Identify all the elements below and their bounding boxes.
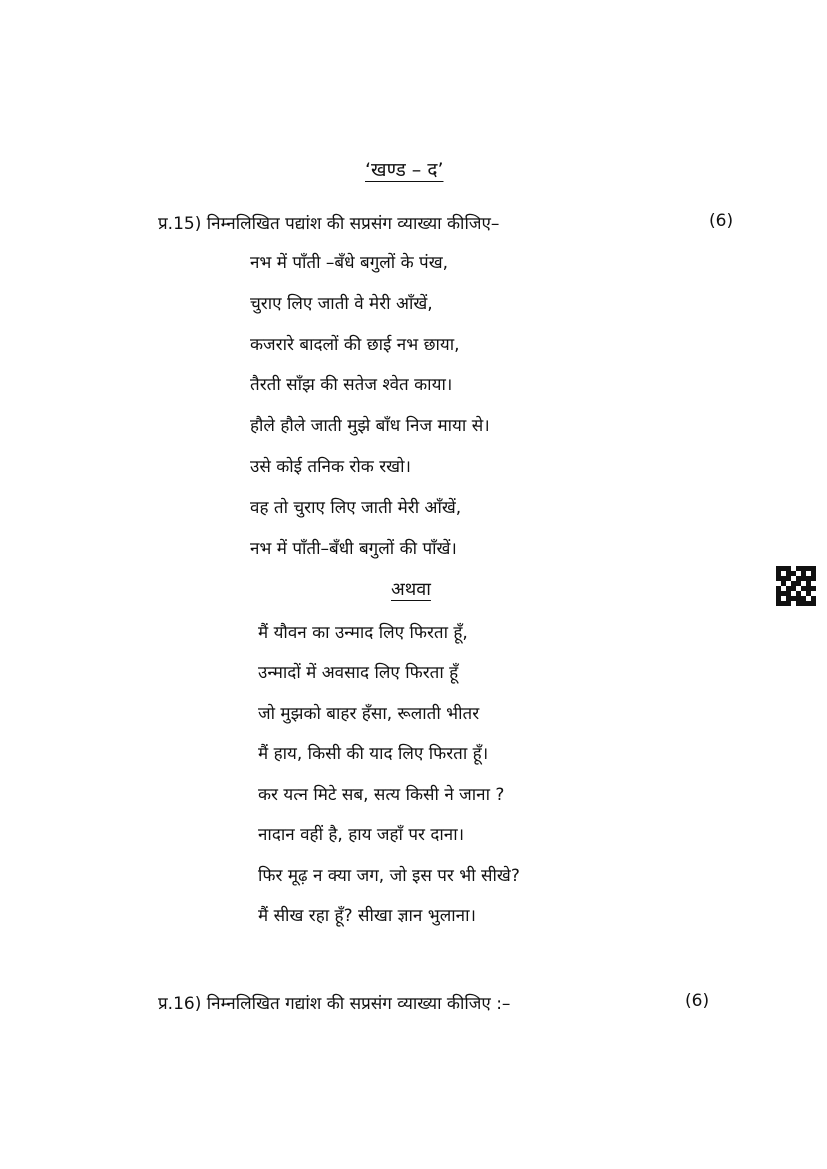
poem-line: मैं हाय, किसी की याद लिए फिरता हूँ। <box>258 744 489 764</box>
poem-line: मैं सीख रहा हूँ? सीखा ज्ञान भुलाना। <box>258 906 476 926</box>
poem-line: वह तो चुराए लिए जाती मेरी आँखें, <box>250 498 462 518</box>
poem-line: तैरती साँझ की सतेज श्वेत काया। <box>250 375 453 395</box>
poem-line: जो मुझको बाहर हँसा, रूलाती भीतर <box>258 704 480 724</box>
poem-line: चुराए लिए जाती वे मेरी आँखें, <box>250 294 433 314</box>
or-label: अथवा <box>391 579 431 600</box>
poem-line: कर यत्न मिटे सब, सत्य किसी ने जाना ? <box>258 785 505 805</box>
qr-code-icon <box>776 566 816 606</box>
section-title: ‘खण्ड – द’ <box>365 159 444 181</box>
question-15-label: प्र.15) निम्नलिखित पद्यांश की सप्रसंग व्याख्या कीजिए– <box>158 214 500 234</box>
poem-line: हौले हौले जाती मुझे बाँध निज माया से। <box>250 416 490 436</box>
poem-line: उसे कोई तनिक रोक रखो। <box>250 457 411 477</box>
poem-line: नादान वहीं है, हाय जहाँ पर दाना। <box>258 825 465 845</box>
question-16-label: प्र.16) निम्नलिखित गद्यांश की सप्रसंग व्याख्या कीजिए :– <box>158 994 511 1014</box>
poem-line: नभ में पाँती–बँधी बगुलों की पाँखें। <box>250 539 457 559</box>
poem-line: कजरारे बादलों की छाई नभ छाया, <box>250 335 460 355</box>
poem-line: नभ में पाँती –बँधे बगुलों के पंख, <box>250 253 449 273</box>
poem-line: मैं यौवन का उन्माद लिए फिरता हूँ, <box>258 623 468 643</box>
question-15-marks: (6) <box>709 211 734 231</box>
poem-line: उन्मादों में अवसाद लिए फिरता हूँ <box>258 663 459 683</box>
question-16-marks: (6) <box>685 991 710 1011</box>
poem-line: फिर मूढ़ न क्या जग, जो इस पर भी सीखे? <box>258 866 520 886</box>
